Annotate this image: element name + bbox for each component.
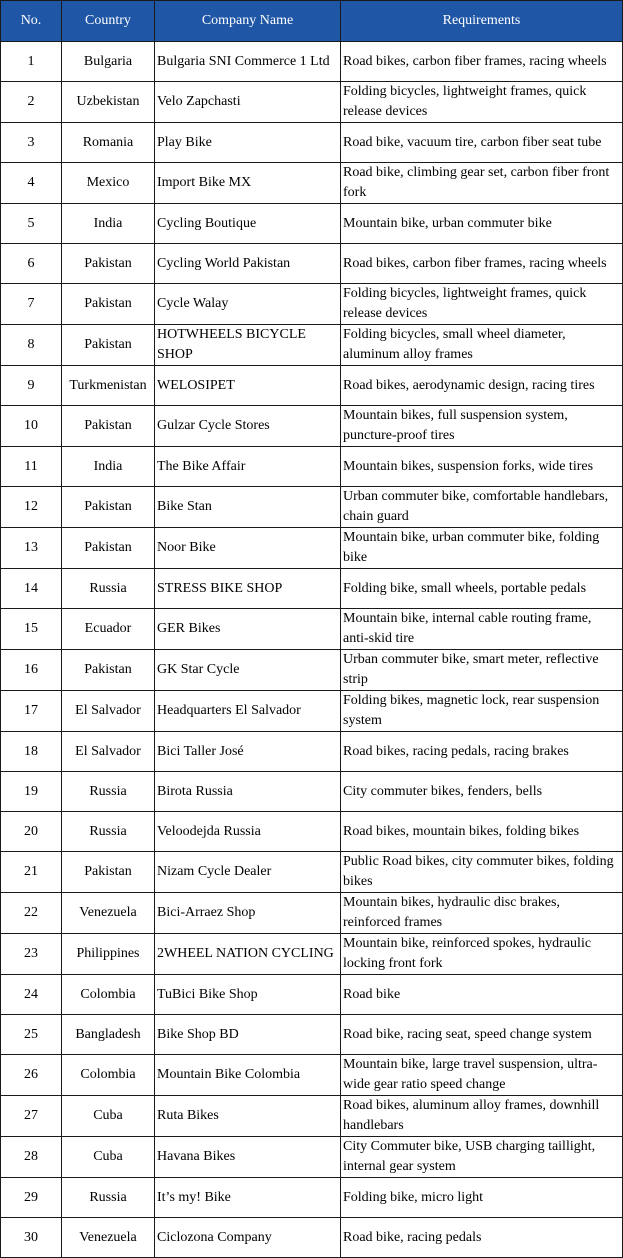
cell-requirements: Urban commuter bike, comfortable handlebars, chain guard [341, 487, 623, 528]
cell-country: Colombia [62, 1055, 155, 1096]
cell-company-name: Headquarters El Salvador [155, 691, 341, 732]
cell-requirements: Road bike [341, 975, 623, 1015]
cell-country: Pakistan [62, 406, 155, 447]
cell-country: Pakistan [62, 650, 155, 691]
cell-no: 24 [1, 975, 62, 1015]
table-row [1, 325, 623, 366]
cell-company-name: Mountain Bike Colombia [155, 1055, 341, 1096]
table-row [1, 1015, 623, 1055]
cell-company-name: Gulzar Cycle Stores [155, 406, 341, 447]
cell-company-name: TuBici Bike Shop [155, 975, 341, 1015]
table-body [1, 42, 623, 1258]
table-row [1, 812, 623, 852]
cell-company-name: GK Star Cycle [155, 650, 341, 691]
cell-requirements: Folding bicycles, lightweight frames, quick release devices [341, 82, 623, 123]
cell-country: Uzbekistan [62, 82, 155, 123]
cell-country: Pakistan [62, 244, 155, 284]
cell-country: Pakistan [62, 852, 155, 893]
table-row [1, 772, 623, 812]
cell-country: El Salvador [62, 691, 155, 732]
cell-no: 16 [1, 650, 62, 691]
cell-requirements: Mountain bike, urban commuter bike, folding bike [341, 528, 623, 569]
cell-no: 26 [1, 1055, 62, 1096]
cell-country: Venezuela [62, 1218, 155, 1258]
cell-requirements: Folding bike, small wheels, portable pedals [341, 569, 623, 609]
cell-company-name: Ruta Bikes [155, 1096, 341, 1137]
cell-no: 11 [1, 447, 62, 487]
cell-requirements: Mountain bike, large travel suspension, ultra-wide gear ratio speed change [341, 1055, 623, 1096]
cell-no: 5 [1, 204, 62, 244]
cell-no: 17 [1, 691, 62, 732]
table-row [1, 691, 623, 732]
cell-company-name: Veloodejda Russia [155, 812, 341, 852]
table-row [1, 1137, 623, 1178]
table-row [1, 1096, 623, 1137]
cell-company-name: 2WHEEL NATION CYCLING [155, 934, 341, 975]
cell-company-name: Havana Bikes [155, 1137, 341, 1178]
header-row [1, 1, 623, 42]
cell-no: 27 [1, 1096, 62, 1137]
cell-country: Ecuador [62, 609, 155, 650]
cell-requirements: Mountain bikes, full suspension system, puncture-proof tires [341, 406, 623, 447]
cell-company-name: Play Bike [155, 123, 341, 163]
cell-country: Russia [62, 772, 155, 812]
cell-requirements: Road bikes, carbon fiber frames, racing wheels [341, 244, 623, 284]
cell-company-name: Cycle Walay [155, 284, 341, 325]
cell-company-name: Bike Shop BD [155, 1015, 341, 1055]
cell-company-name: Bulgaria SNI Commerce 1 Ltd [155, 42, 341, 82]
cell-company-name: Velo Zapchasti [155, 82, 341, 123]
cell-no: 12 [1, 487, 62, 528]
cell-country: Pakistan [62, 325, 155, 366]
cell-requirements: Mountain bike, reinforced spokes, hydraulic locking front fork [341, 934, 623, 975]
cell-requirements: Road bike, racing pedals [341, 1218, 623, 1258]
cell-company-name: Bici Taller José [155, 732, 341, 772]
cell-country: Russia [62, 569, 155, 609]
cell-country: Russia [62, 812, 155, 852]
cell-company-name: Birota Russia [155, 772, 341, 812]
table-row [1, 893, 623, 934]
cell-requirements: Public Road bikes, city commuter bikes, folding bikes [341, 852, 623, 893]
cell-company-name: Ciclozona Company [155, 1218, 341, 1258]
table-row [1, 284, 623, 325]
header-country: Country [62, 1, 155, 42]
cell-no: 19 [1, 772, 62, 812]
cell-company-name: Import Bike MX [155, 163, 341, 204]
cell-requirements: Road bikes, aluminum alloy frames, downhill handlebars [341, 1096, 623, 1137]
table-row [1, 732, 623, 772]
cell-requirements: City Commuter bike, USB charging taillight, internal gear system [341, 1137, 623, 1178]
cell-requirements: Road bikes, carbon fiber frames, racing wheels [341, 42, 623, 82]
header-requirements: Requirements [341, 1, 623, 42]
cell-no: 22 [1, 893, 62, 934]
cell-country: India [62, 204, 155, 244]
cell-requirements: Road bikes, aerodynamic design, racing tires [341, 366, 623, 406]
cell-no: 21 [1, 852, 62, 893]
cell-company-name: GER Bikes [155, 609, 341, 650]
table-row [1, 975, 623, 1015]
table-row [1, 1218, 623, 1258]
cell-company-name: It’s my! Bike [155, 1178, 341, 1218]
header-no: No. [1, 1, 62, 42]
cell-country: Romania [62, 123, 155, 163]
table-row [1, 650, 623, 691]
cell-company-name: Cycling World Pakistan [155, 244, 341, 284]
cell-no: 25 [1, 1015, 62, 1055]
table-row [1, 1055, 623, 1096]
cell-country: Russia [62, 1178, 155, 1218]
cell-no: 2 [1, 82, 62, 123]
cell-requirements: Mountain bike, urban commuter bike [341, 204, 623, 244]
cell-requirements: Folding bicycles, small wheel diameter, aluminum alloy frames [341, 325, 623, 366]
cell-no: 15 [1, 609, 62, 650]
cell-company-name: Bike Stan [155, 487, 341, 528]
cell-country: Pakistan [62, 528, 155, 569]
cell-country: Philippines [62, 934, 155, 975]
cell-country: India [62, 447, 155, 487]
cell-country: Turkmenistan [62, 366, 155, 406]
cell-country: Venezuela [62, 893, 155, 934]
table-row [1, 244, 623, 284]
cell-country: El Salvador [62, 732, 155, 772]
cell-no: 8 [1, 325, 62, 366]
cell-no: 10 [1, 406, 62, 447]
cell-country: Bulgaria [62, 42, 155, 82]
cell-requirements: Road bike, racing seat, speed change system [341, 1015, 623, 1055]
table-row [1, 852, 623, 893]
header-company-name: Company Name [155, 1, 341, 42]
table-row [1, 447, 623, 487]
cell-requirements: Road bike, vacuum tire, carbon fiber seat tube [341, 123, 623, 163]
cell-country: Colombia [62, 975, 155, 1015]
cell-requirements: Road bikes, racing pedals, racing brakes [341, 732, 623, 772]
cell-requirements: City commuter bikes, fenders, bells [341, 772, 623, 812]
cell-no: 3 [1, 123, 62, 163]
cell-no: 20 [1, 812, 62, 852]
cell-no: 23 [1, 934, 62, 975]
table-row [1, 82, 623, 123]
cell-country: Pakistan [62, 284, 155, 325]
cell-no: 28 [1, 1137, 62, 1178]
cell-company-name: Nizam Cycle Dealer [155, 852, 341, 893]
cell-requirements: Urban commuter bike, smart meter, reflective strip [341, 650, 623, 691]
cell-country: Bangladesh [62, 1015, 155, 1055]
cell-requirements: Folding bike, micro light [341, 1178, 623, 1218]
cell-no: 13 [1, 528, 62, 569]
cell-no: 7 [1, 284, 62, 325]
cell-no: 9 [1, 366, 62, 406]
table-row [1, 123, 623, 163]
table-row [1, 406, 623, 447]
cell-no: 18 [1, 732, 62, 772]
table-row [1, 528, 623, 569]
cell-country: Mexico [62, 163, 155, 204]
cell-company-name: STRESS BIKE SHOP [155, 569, 341, 609]
table-row [1, 366, 623, 406]
table-row [1, 934, 623, 975]
cell-company-name: The Bike Affair [155, 447, 341, 487]
cell-no: 6 [1, 244, 62, 284]
table-row [1, 204, 623, 244]
cell-no: 14 [1, 569, 62, 609]
cell-no: 4 [1, 163, 62, 204]
cell-requirements: Folding bicycles, lightweight frames, quick release devices [341, 284, 623, 325]
table-row [1, 609, 623, 650]
cell-company-name: Noor Bike [155, 528, 341, 569]
cell-requirements: Road bike, climbing gear set, carbon fiber front fork [341, 163, 623, 204]
cell-company-name: WELOSIPET [155, 366, 341, 406]
cell-company-name: Cycling Boutique [155, 204, 341, 244]
cell-no: 1 [1, 42, 62, 82]
cell-no: 30 [1, 1218, 62, 1258]
cell-no: 29 [1, 1178, 62, 1218]
table-row [1, 1178, 623, 1218]
cell-country: Pakistan [62, 487, 155, 528]
cell-requirements: Mountain bike, internal cable routing frame, anti-skid tire [341, 609, 623, 650]
cell-requirements: Folding bikes, magnetic lock, rear suspension system [341, 691, 623, 732]
cell-requirements: Road bikes, mountain bikes, folding bikes [341, 812, 623, 852]
table-row [1, 569, 623, 609]
table-row [1, 163, 623, 204]
cell-company-name: HOTWHEELS BICYCLE SHOP [155, 325, 341, 366]
cell-requirements: Mountain bikes, hydraulic disc brakes, reinforced frames [341, 893, 623, 934]
cell-country: Cuba [62, 1137, 155, 1178]
cell-country: Cuba [62, 1096, 155, 1137]
cell-company-name: Bici-Arraez Shop [155, 893, 341, 934]
table-row [1, 487, 623, 528]
table-row [1, 42, 623, 82]
cell-requirements: Mountain bikes, suspension forks, wide tires [341, 447, 623, 487]
